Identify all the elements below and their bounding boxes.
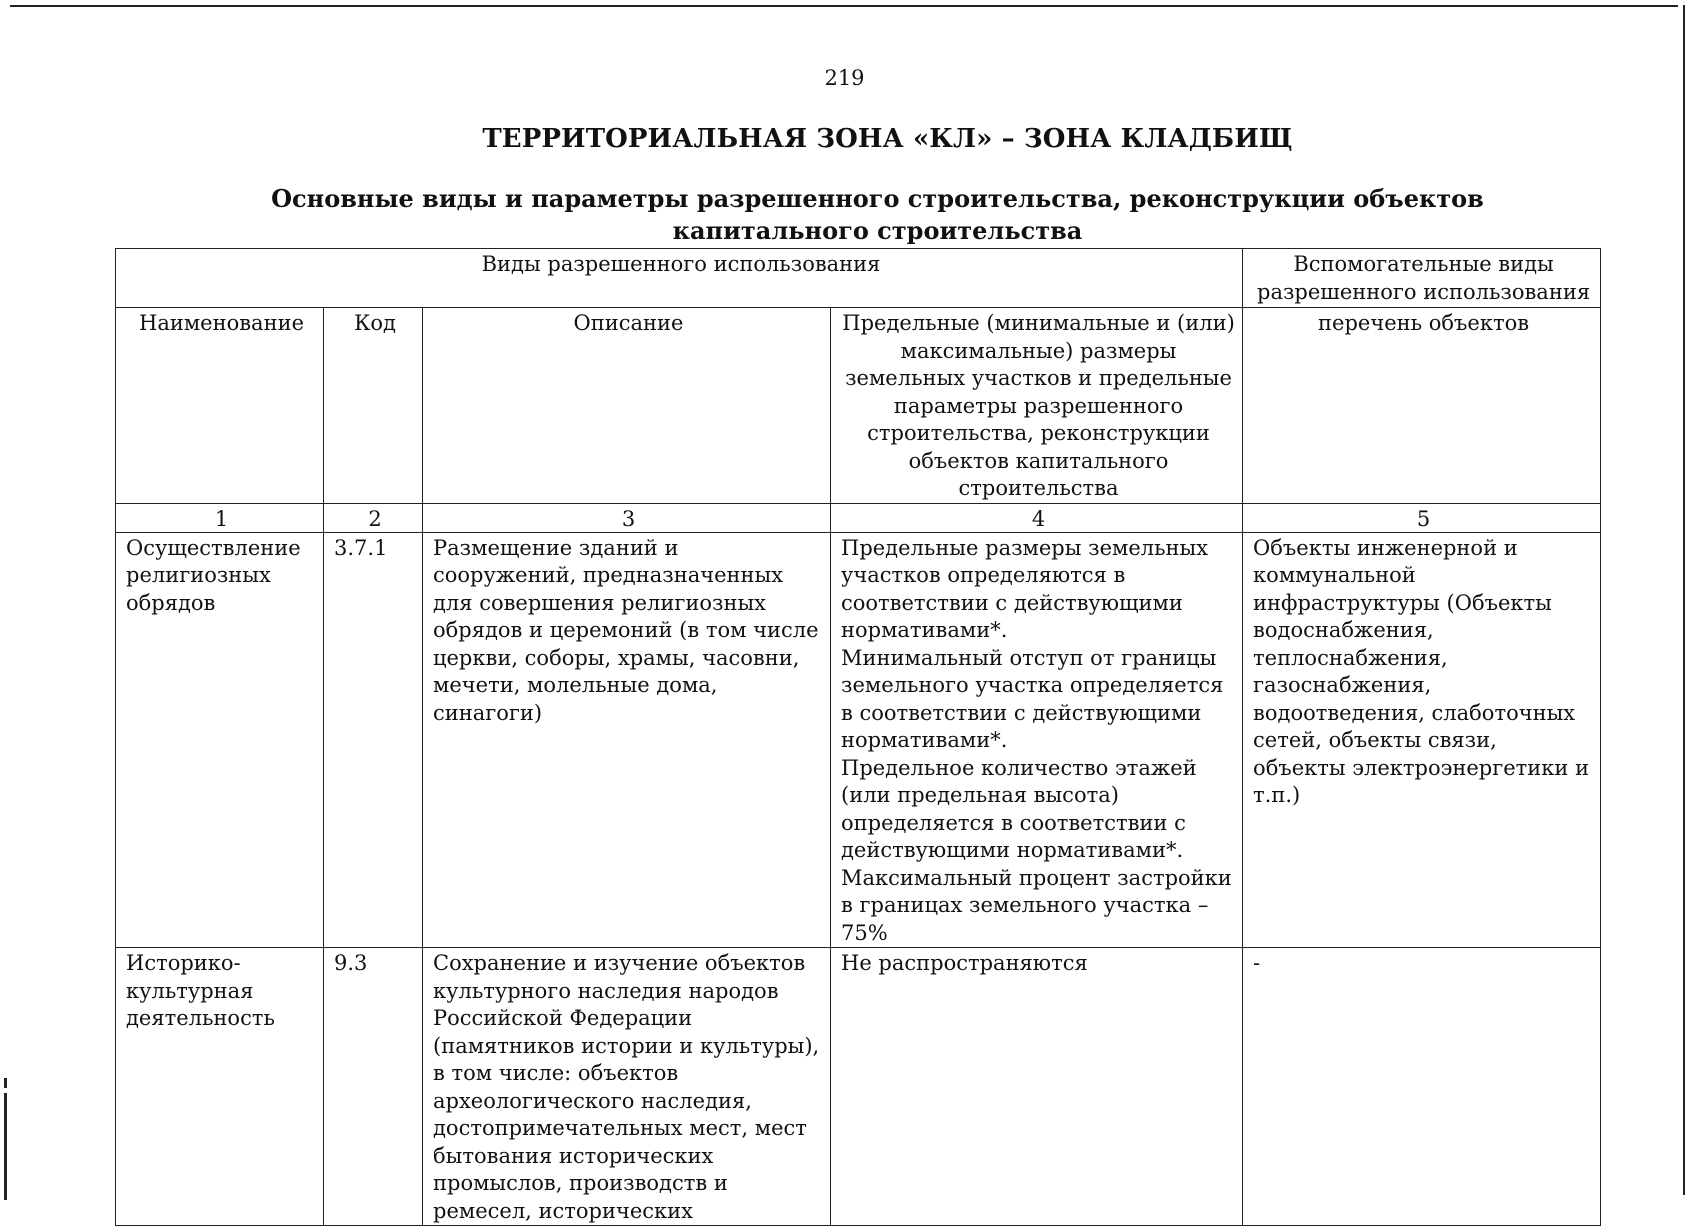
table-row (116, 532, 1601, 948)
cell-code: 9.3 (324, 948, 423, 1226)
table-group-header-row (116, 249, 1601, 308)
column-header-code: Код (324, 308, 423, 504)
column-header-limits: Предельные (минимальные и (или) максимальные) размеры земельных участков и предельные параметры разрешенного строительства, реконструкции объектов капитального строительства (831, 308, 1243, 504)
zone-regulations-table (115, 248, 1601, 1226)
cell-description: Сохранение и изучение объектов культурного наследия народов Российской Федерации (памятников истории и культуры), в том числе: объектов археологического наследия, достопримечательных мест, мест бытования исторических промыслов, производств и ремесел, исторических (423, 948, 831, 1226)
margin-mark (4, 1093, 7, 1200)
cell-name: Историко-культурная деятельность (116, 948, 324, 1226)
column-number: 3 (423, 503, 831, 532)
cell-description: Размещение зданий и сооружений, предназначенных для совершения религиозных обрядов и церемоний (в том числе церкви, соборы, храмы, часовни, мечети, молельные дома, синагоги) (423, 532, 831, 948)
table-column-header-row (116, 308, 1601, 504)
column-header-objects: перечень объектов (1243, 308, 1601, 504)
section-title: Основные виды и параметры разрешенного строительства, реконструкции объектов капитального строительства (271, 184, 1484, 245)
table-column-number-row (116, 503, 1601, 532)
cell-limits: Не распространяются (831, 948, 1243, 1226)
table-row (116, 948, 1601, 1226)
cell-name: Осуществление религиозных обрядов (116, 532, 324, 948)
margin-mark (4, 1078, 7, 1088)
page-number: 219 (824, 66, 865, 90)
column-number: 4 (831, 503, 1243, 532)
page-border-top (10, 5, 1678, 7)
column-number: 2 (324, 503, 423, 532)
group-header-auxiliary: Вспомогательные виды разрешенного использования (1243, 249, 1601, 308)
cell-limits: Предельные размеры земельных участков определяются в соответствии с действующими нормативами*. Минимальный отступ от границы земельного участка определяется в соответствии с действующими нормативами*. Предельное количество этажей (или предельная высота) определяется в соответствии с действующими нормативами*. Максимальный процент застройки в границах земельного участка – 75% (831, 532, 1243, 948)
zone-title: ТЕРРИТОРИАЛЬНАЯ ЗОНА «КЛ» – ЗОНА КЛАДБИЩ (482, 124, 1293, 154)
column-header-description: Описание (423, 308, 831, 504)
cell-code: 3.7.1 (324, 532, 423, 948)
cell-auxiliary: Объекты инженерной и коммунальной инфраструктуры (Объекты водоснабжения, теплоснабжения, газоснабжения, водоотведения, слаботочных сетей, объекты связи, объекты электроэнергетики и т.п.) (1243, 532, 1601, 948)
column-number: 1 (116, 503, 324, 532)
column-number: 5 (1243, 503, 1601, 532)
column-header-name: Наименование (116, 308, 324, 504)
page-border-right (1683, 5, 1685, 1195)
group-header-main: Виды разрешенного использования (116, 249, 1243, 308)
cell-auxiliary: - (1243, 948, 1601, 1226)
